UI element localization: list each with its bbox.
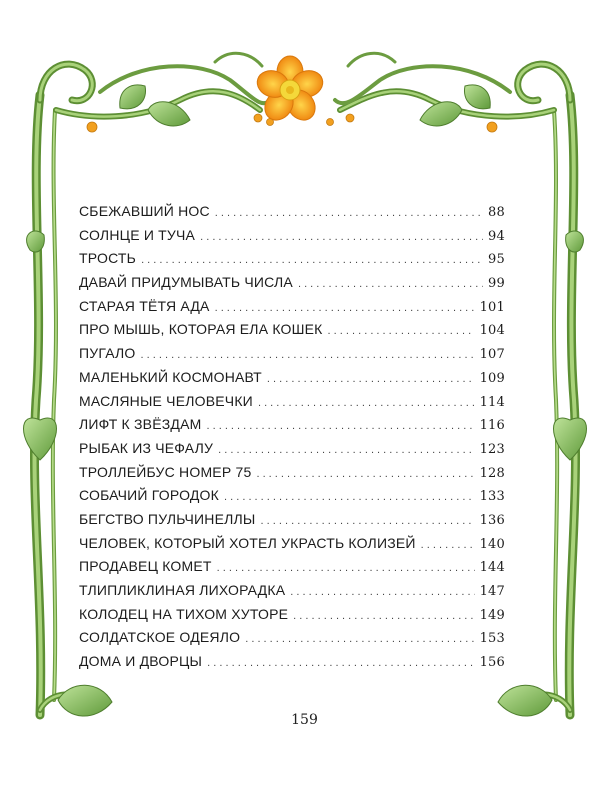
toc-entry-title: ДАВАЙ ПРИДУМЫВАТЬ ЧИСЛА [79, 274, 293, 291]
toc-entry-title: МАЛЕНЬКИЙ КОСМОНАВТ [79, 368, 262, 385]
toc-entry-page: 156 [479, 655, 505, 671]
dot-leader [298, 278, 483, 290]
toc-entry-page: 144 [479, 560, 505, 576]
dot-leader [217, 562, 475, 574]
dot-leader [218, 444, 474, 456]
toc-entry-title: СБЕЖАВШИЙ НОС [79, 203, 210, 219]
dot-leader [258, 397, 475, 409]
toc-entry[interactable] [79, 227, 505, 251]
bottom-vine [40, 694, 570, 710]
dot-leader [328, 325, 475, 337]
leaf-icon [464, 85, 490, 109]
dot-leader [261, 515, 475, 527]
toc-entry-title: РЫБАК ИЗ ЧЕФАЛУ [79, 439, 214, 456]
toc-entry-page: 94 [488, 228, 505, 244]
toc-entry-page: 116 [479, 418, 505, 434]
toc-entry-title: ТРОЛЛЕЙБУС НОМЕР 75 [79, 463, 252, 480]
dot-leader [200, 231, 483, 243]
dot-leader [290, 586, 474, 598]
leaf-icon [148, 102, 190, 126]
toc-entry[interactable] [79, 558, 505, 582]
toc-entry[interactable] [79, 606, 505, 630]
toc-entry-title: ДОМА И ДВОРЦЫ [79, 653, 203, 670]
toc-entry[interactable] [79, 464, 505, 488]
toc-entry[interactable] [79, 298, 505, 322]
toc-entry-title: ПРОДАВЕЦ КОМЕТ [79, 558, 212, 575]
right-vine [554, 95, 576, 715]
toc-entry-page: 88 [488, 205, 505, 220]
toc-entry-title: КОЛОДЕЦ НА ТИХОМ ХУТОРЕ [79, 605, 289, 622]
leaf-icon [420, 102, 462, 126]
toc-entry-title: ПУГАЛО [79, 345, 136, 362]
toc-entry-page: 104 [479, 323, 505, 339]
toc-entry-page: 153 [479, 631, 505, 647]
toc-entry-title: ТЛИПЛИКЛИНАЯ ЛИХОРАДКА [79, 582, 286, 598]
dot-leader [141, 254, 483, 266]
leaf-icon [120, 85, 146, 109]
toc-entry-page: 128 [479, 465, 505, 481]
toc-entry-title: СТАРАЯ ТЁТЯ АДА [79, 297, 210, 314]
leaf-icon [566, 231, 584, 252]
toc-entry-page: 95 [488, 252, 505, 268]
toc-entry[interactable] [79, 535, 505, 559]
dot-leader [293, 610, 474, 622]
toc-entry-page: 114 [479, 394, 505, 410]
toc-entry-title: ЛИФТ К ЗВЁЗДАМ [79, 416, 202, 433]
toc-entry-page: 133 [479, 489, 505, 505]
toc-entry[interactable] [79, 582, 505, 606]
toc-entry[interactable] [79, 274, 505, 298]
toc-entry[interactable] [79, 487, 505, 511]
toc-entry-page: 140 [479, 536, 505, 552]
dot-leader [215, 302, 475, 314]
flower-icon [254, 56, 326, 126]
toc-entry[interactable] [79, 440, 505, 464]
toc-entry[interactable] [79, 250, 505, 274]
toc-entry[interactable] [79, 321, 505, 345]
toc-entry[interactable] [79, 369, 505, 393]
toc-entry-title: СОЛНЦЕ И ТУЧА [79, 226, 196, 243]
toc-entry-title: ПРО МЫШЬ, КОТОРАЯ ЕЛА КОШЕК [79, 321, 323, 338]
dot-leader [141, 349, 475, 361]
dot-leader [215, 207, 483, 219]
toc-entry-title: БЕГСТВО ПУЛЬЧИНЕЛЛЫ [79, 510, 256, 527]
dot-leader [206, 420, 474, 432]
leaf-icon [27, 231, 45, 252]
toc-entry-page: 149 [479, 607, 505, 623]
left-vine [34, 95, 56, 715]
dot-leader [267, 373, 475, 385]
dot-leader [207, 657, 474, 669]
toc-entry-page: 107 [479, 347, 505, 363]
toc-entry-page: 101 [479, 299, 505, 315]
toc-entry-title: ТРОСТЬ [79, 250, 137, 267]
toc-entry[interactable] [79, 393, 505, 417]
toc-entry-page: 99 [488, 276, 505, 292]
table-of-contents [79, 203, 505, 677]
dot-leader [224, 491, 475, 503]
toc-entry-page: 123 [479, 441, 505, 457]
toc-entry-page: 136 [479, 512, 505, 528]
toc-entry[interactable] [79, 416, 505, 440]
toc-entry[interactable] [79, 653, 505, 677]
toc-entry-title: СОЛДАТСКОЕ ОДЕЯЛО [79, 629, 241, 646]
toc-entry[interactable] [79, 345, 505, 369]
toc-entry-title: СОБАЧИЙ ГОРОДОК [79, 487, 219, 504]
toc-entry[interactable] [79, 629, 505, 653]
toc-entry-page: 147 [479, 584, 505, 599]
toc-entry-page: 109 [479, 370, 505, 386]
dot-leader [245, 633, 474, 645]
toc-entry-title: МАСЛЯНЫЕ ЧЕЛОВЕЧКИ [79, 392, 253, 409]
dot-leader [256, 468, 474, 480]
toc-entry-title: ЧЕЛОВЕК, КОТОРЫЙ ХОТЕЛ УКРАСТЬ КОЛИЗЕЙ [79, 534, 416, 551]
toc-entry[interactable] [79, 511, 505, 535]
toc-entry[interactable] [79, 203, 505, 227]
dot-leader [421, 539, 475, 551]
page-number: 159 [291, 712, 318, 728]
